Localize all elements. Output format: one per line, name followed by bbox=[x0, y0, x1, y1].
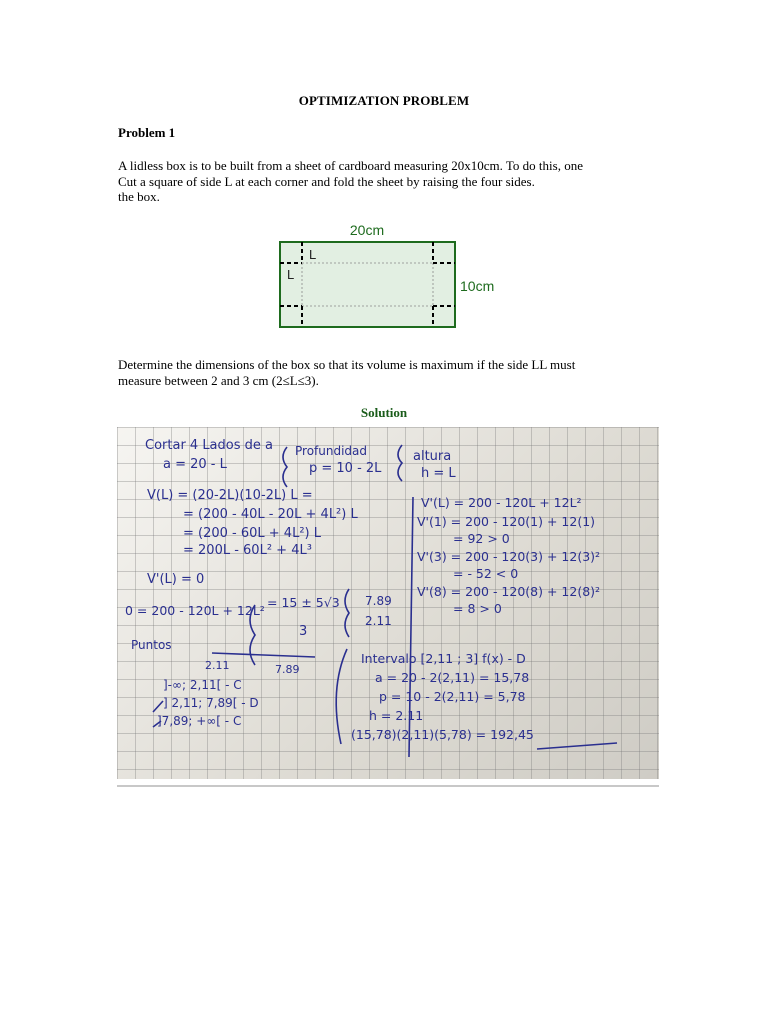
hw-line: V'(3) = 200 - 120(3) + 12(3)² bbox=[417, 549, 601, 564]
hw-line: altura bbox=[413, 449, 452, 464]
hw-line: 7.89 bbox=[275, 663, 300, 676]
problem-heading: Problem 1 bbox=[118, 125, 176, 140]
bottom-divider bbox=[117, 785, 659, 787]
question-statement bbox=[118, 357, 643, 388]
hw-line: = (200 - 60L + 4L²) L bbox=[183, 526, 321, 541]
hw-line: 3 bbox=[299, 624, 308, 639]
hw-line: h = L bbox=[421, 466, 456, 481]
hw-line: 2.11 bbox=[365, 614, 392, 628]
problem-statement bbox=[118, 158, 643, 205]
hw-line: Puntos bbox=[131, 638, 172, 652]
hw-line: V'(1) = 200 - 120(1) + 12(1) bbox=[417, 514, 596, 529]
hw-line: Intervalo [2,11 ; 3] f(x) - D bbox=[361, 651, 526, 666]
hw-line: 2.11 bbox=[205, 659, 230, 672]
hw-line: V'(8) = 200 - 120(8) + 12(8)² bbox=[417, 584, 601, 599]
height-label: 10cm bbox=[460, 278, 495, 294]
hw-line: a = 20 - L bbox=[163, 457, 227, 472]
hw-line: Cortar 4 Lados de a bbox=[145, 438, 273, 453]
handwritten-solution-photo bbox=[117, 427, 659, 779]
cardboard-diagram bbox=[270, 218, 510, 333]
handwriting-layer bbox=[117, 427, 659, 779]
statement-line: the box. bbox=[118, 189, 160, 204]
hw-line: = 15 ± 5√3 bbox=[267, 595, 340, 610]
document-title: OPTIMIZATION PROBLEM bbox=[298, 93, 470, 108]
hw-line: p = 10 - 2L bbox=[309, 461, 382, 476]
hw-line: a = 20 - 2(2,11) = 15,78 bbox=[375, 670, 530, 685]
hw-line: = 200L - 60L² + 4L³ bbox=[183, 543, 312, 558]
hw-line: ]7,89; +∞[ - C bbox=[157, 714, 242, 728]
question-line: Determine the dimensions of the box so that its volume is maximum if the side LL must bbox=[118, 357, 576, 372]
hw-line: = (200 - 40L - 20L + 4L²) L bbox=[183, 507, 358, 522]
cardboard-sheet bbox=[280, 242, 455, 327]
hw-line: = 92 > 0 bbox=[453, 531, 510, 546]
hw-line: (15,78)(2,11)(5,78) = 192,45 bbox=[351, 727, 534, 742]
question-line: measure between 2 and 3 cm (2≤L≤3). bbox=[118, 372, 319, 388]
hw-line: p = 10 - 2(2,11) = 5,78 bbox=[379, 689, 526, 704]
hw-line: = 8 > 0 bbox=[453, 601, 502, 616]
corner-label-top: L bbox=[309, 247, 317, 262]
hw-line: ]-∞; 2,11[ - C bbox=[163, 678, 242, 692]
hw-line: Profundidad bbox=[295, 444, 368, 458]
hw-line: 7.89 bbox=[365, 594, 392, 608]
hw-line: ] 2,11; 7,89[ - D bbox=[163, 696, 259, 710]
hw-line: V'(L) = 200 - 120L + 12L² bbox=[421, 495, 582, 510]
hw-line: V(L) = (20-2L)(10-2L) L = bbox=[147, 488, 313, 503]
statement-line: A lidless box is to be built from a sheet of cardboard measuring 20x10cm. To do this, one bbox=[118, 158, 583, 173]
hw-line: 0 = 200 - 120L + 12L² bbox=[125, 603, 265, 618]
hw-line: = - 52 < 0 bbox=[453, 566, 519, 581]
solution-heading: Solution bbox=[360, 405, 408, 420]
corner-label-side: L bbox=[287, 267, 295, 282]
width-label: 20cm bbox=[349, 222, 385, 238]
hw-line: V'(L) = 0 bbox=[147, 572, 205, 587]
statement-line: Cut a square of side L at each corner and fold the sheet by raising the four sides. bbox=[118, 173, 535, 189]
hw-line: h = 2.11 bbox=[369, 708, 424, 723]
